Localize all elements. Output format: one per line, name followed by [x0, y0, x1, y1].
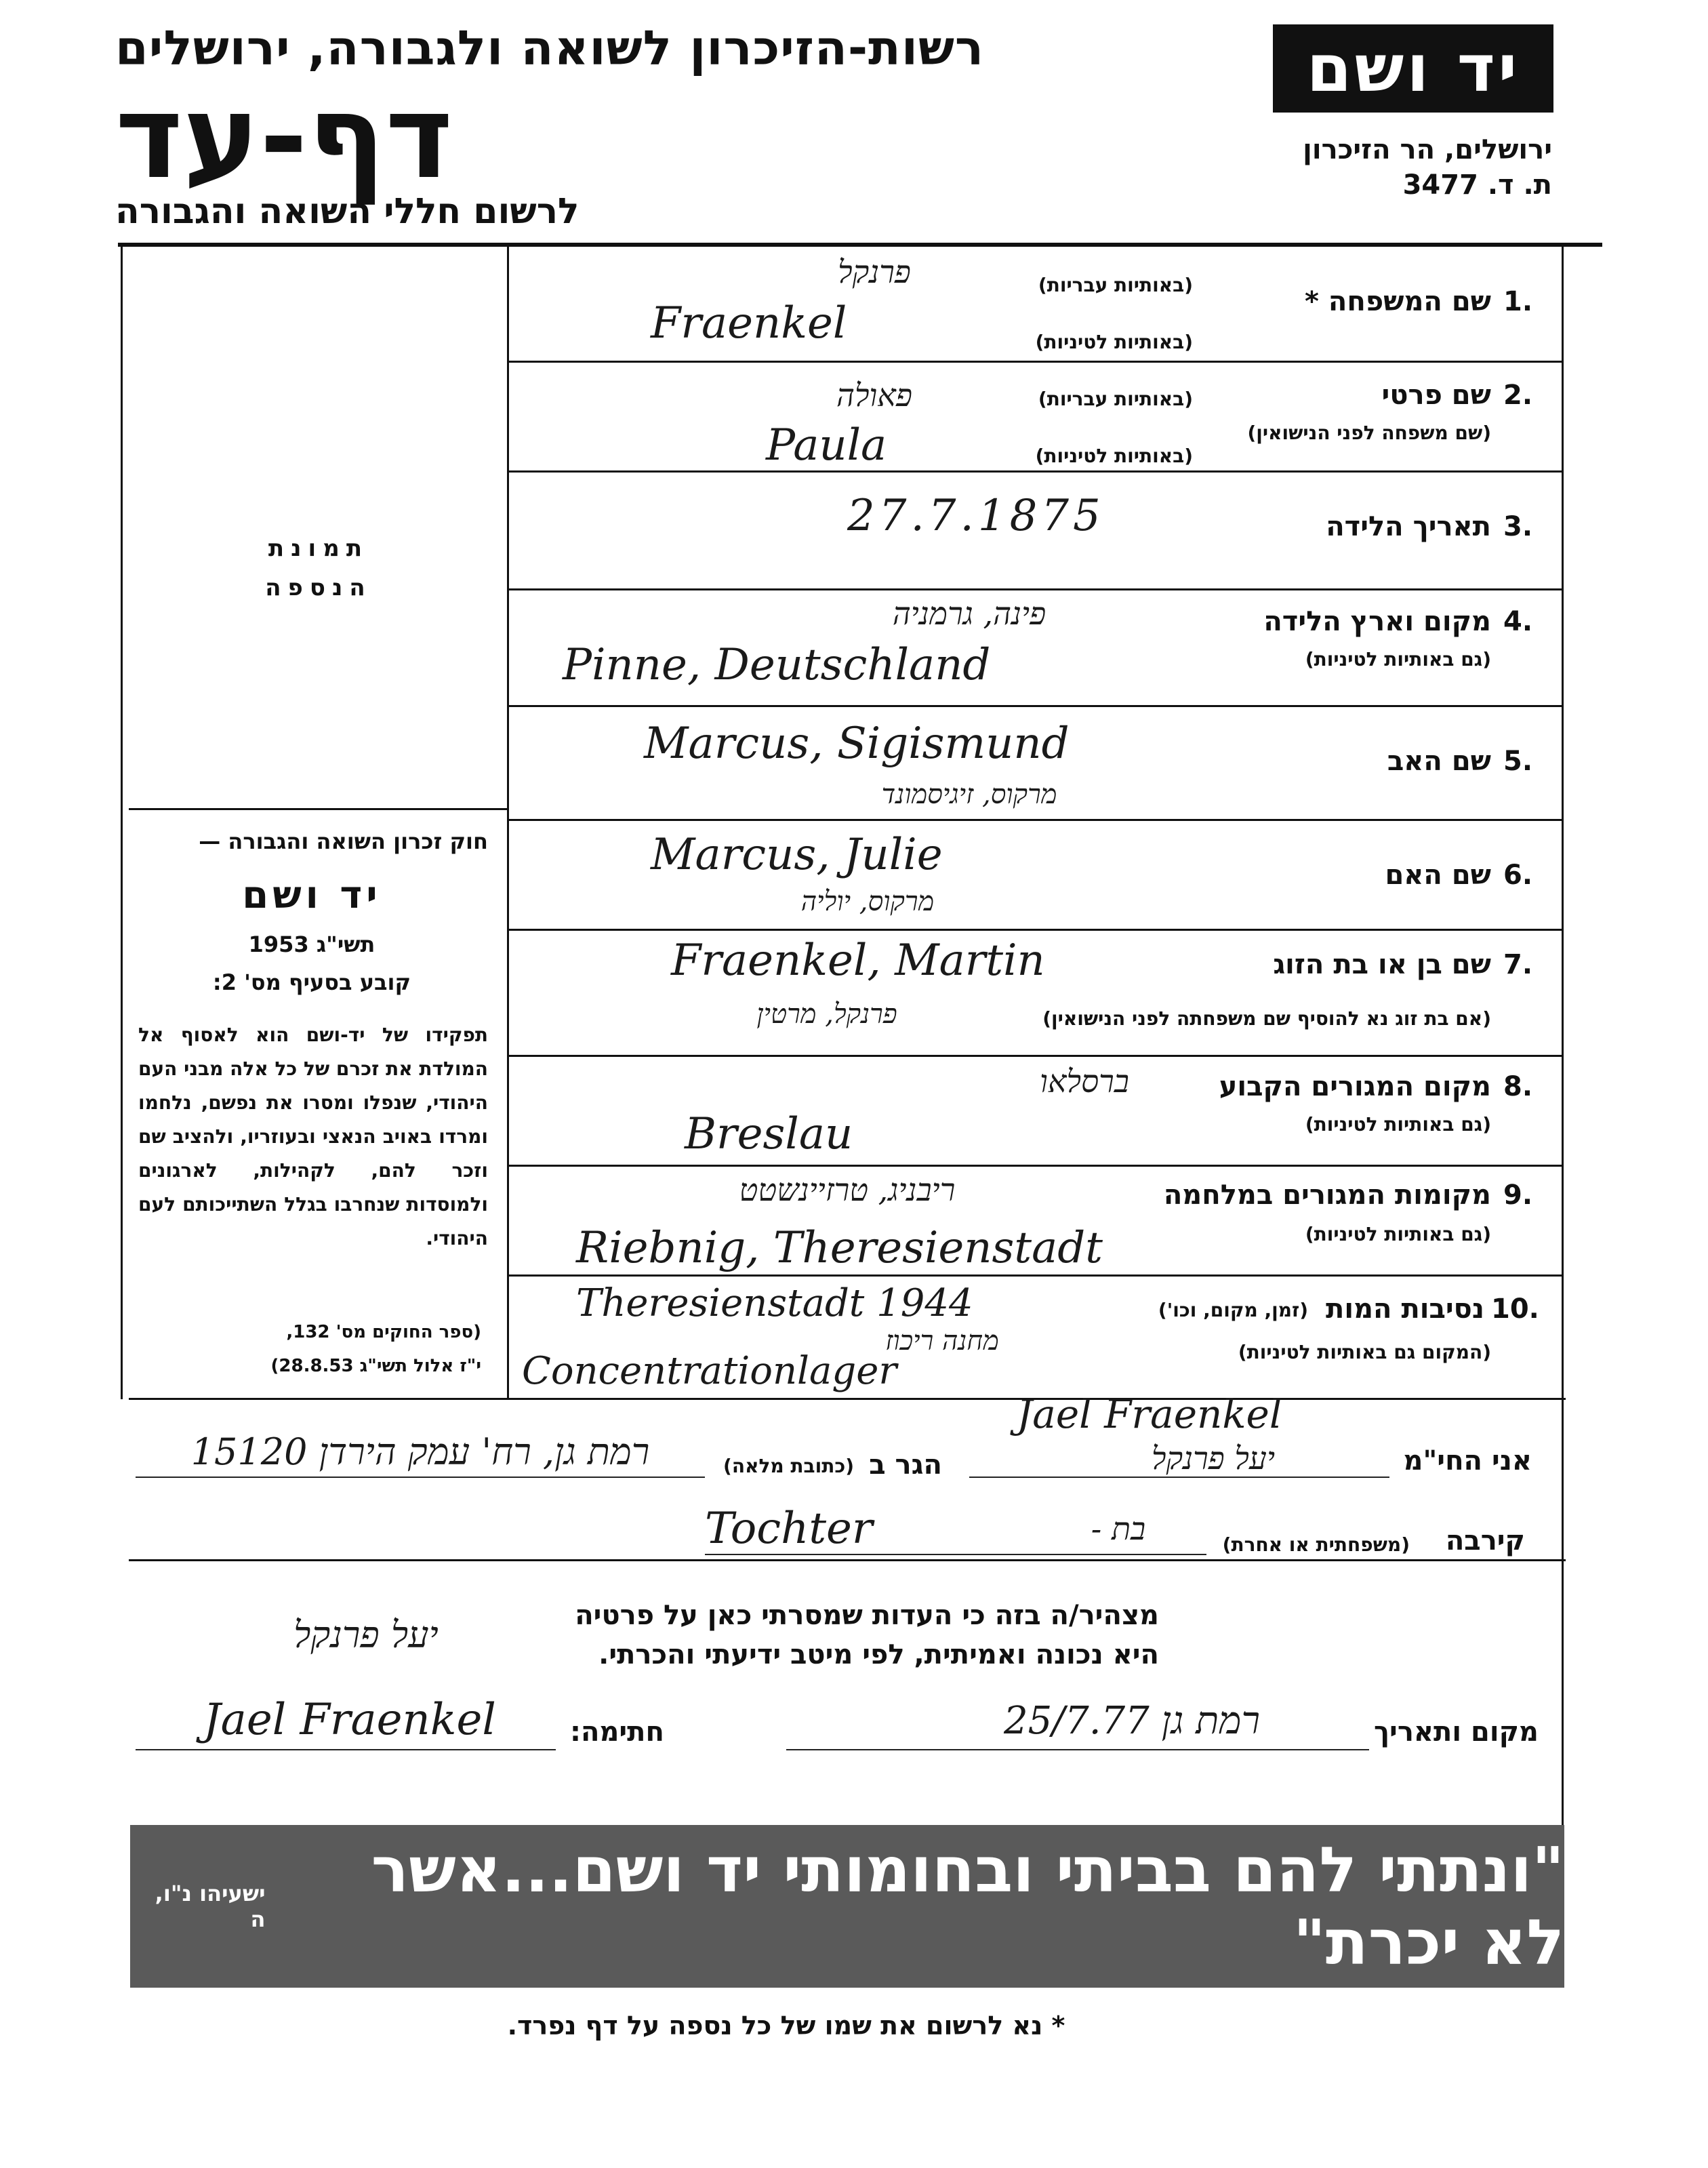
form-subtitle: לרשום חללי השואה והגבורה — [115, 191, 580, 232]
photo-label-line2: הנספה — [265, 574, 372, 601]
field-2-value-hebrew: פאולה — [836, 377, 912, 414]
declarant-name-latin: Jael Fraenkel — [1017, 1391, 1282, 1437]
field-1-value-hebrew: פרנקל — [838, 254, 911, 290]
row-sep-7 — [507, 1055, 1562, 1057]
declaration-top — [129, 1559, 1566, 1561]
field-2-sub-latin: (באותיות לטיניות) — [1035, 445, 1193, 467]
row-sep-1 — [507, 361, 1562, 363]
quote-banner — [130, 1825, 1564, 1988]
field-2-number: 2. — [1503, 380, 1533, 411]
declarant-top — [129, 1398, 1566, 1400]
field-10-value-hebrew: מחנה ריכוז — [885, 1325, 999, 1357]
declarant-name-hebrew: יעל פרנקל — [1151, 1440, 1276, 1477]
relation-line — [705, 1554, 1206, 1555]
field-8-label: מקום המגורים הקבוע — [1219, 1071, 1491, 1102]
residing-label: הגר ב — [869, 1449, 942, 1481]
row-sep-8 — [507, 1165, 1562, 1167]
row-sep-4 — [507, 705, 1562, 707]
po-box: ת. ד. 3477 — [1402, 169, 1552, 201]
law-year: תשי"ג 1953 — [248, 931, 375, 957]
address-value: רמת גן, רח' עמק הירדן 15120 — [190, 1430, 650, 1473]
field-1-number: 1. — [1503, 286, 1533, 317]
relation-note: (משפחתית או אחרת) — [1222, 1533, 1410, 1556]
address: ירושלים, הר הזיכרון — [1303, 134, 1552, 165]
signature-label: חתימה: — [569, 1717, 664, 1748]
row-sep-2 — [507, 470, 1562, 473]
frame-left — [121, 245, 123, 1399]
relation-label: קירבה — [1445, 1525, 1525, 1557]
field-1-label: שם המשפחה * — [1305, 286, 1491, 317]
field-2-value-latin: Paula — [766, 420, 887, 470]
field-6-number: 6. — [1503, 860, 1533, 891]
declaration-line-2: היא נכונה ואמיתית, לפי מיטב ידיעתי והכרתי. — [598, 1639, 1159, 1670]
place-date-value: רמת גן 25/7.77 — [1003, 1699, 1261, 1743]
form-title: דף-עד — [115, 71, 453, 205]
field-10-label: נסיבות המות — [1326, 1293, 1484, 1325]
signature-hebrew: יעל פרנקל — [293, 1613, 439, 1656]
field-8-note: (גם באותיות לטיניות) — [1305, 1113, 1491, 1136]
row-sep-5 — [507, 819, 1562, 821]
field-4-number: 4. — [1503, 606, 1533, 637]
frame-top — [118, 243, 1602, 247]
field-10-value-latin-2: Concentrationlager — [522, 1349, 897, 1393]
authority-title: רשות-הזיכרון לשואה ולגבורה, ירושלים — [115, 20, 985, 76]
law-box-top — [129, 808, 507, 810]
footnote: * נא לרשום את שמו של כל נספה על דף נפרד. — [507, 2011, 1065, 2041]
law-clause: קובע בסעיף מס' 2: — [212, 969, 411, 995]
field-6-value-hebrew: מרקוס, יוליה — [800, 886, 935, 917]
field-8-value-latin: Breslau — [685, 1109, 853, 1159]
quote-source: ישעיהו נ"ו, ה — [155, 1881, 266, 1932]
law-date: י"ז אלול תשי"ג 28.8.53) — [270, 1356, 481, 1376]
field-1-sub-hebrew: (באותיות עבריות) — [1038, 274, 1193, 296]
row-sep-6 — [507, 929, 1562, 931]
field-10-label-note: (זמן, מקום, וכו') — [1158, 1299, 1308, 1321]
field-7-value-latin: Fraenkel, Martin — [671, 936, 1045, 986]
field-3-number: 3. — [1503, 511, 1533, 542]
field-5-label: שם האב — [1387, 746, 1491, 777]
field-7-value-hebrew: פרנקל, מרטין — [756, 999, 897, 1030]
field-9-label: מקומות המגורים במלחמה — [1163, 1180, 1491, 1211]
address-note: (כתובת מלאה) — [723, 1455, 854, 1477]
relation-value-hebrew: בת - — [1091, 1510, 1146, 1547]
yad-vashem-logo — [1273, 24, 1553, 113]
address-line — [136, 1477, 705, 1478]
photo-label — [244, 529, 393, 607]
field-8-value-hebrew: ברסלאו — [1040, 1063, 1129, 1100]
law-source: (ספר החוקים מס' 132, — [286, 1322, 481, 1342]
field-5-number: 5. — [1503, 746, 1533, 777]
declaration-line-1: מצהיר/ה בזה כי העדות שמסרתי כאן על פרטיה — [575, 1600, 1159, 1631]
field-7-number: 7. — [1503, 949, 1533, 980]
field-9-number: 9. — [1503, 1180, 1533, 1211]
law-heading: חוק זכרון השואה והגבורה — — [199, 828, 488, 854]
field-2-label: שם פרטי — [1381, 380, 1491, 411]
field-7-label: שם בן או בת הזוג — [1273, 949, 1491, 980]
field-5-value-hebrew: מרקוס, זיגיסמונד — [881, 779, 1057, 810]
field-9-value-hebrew: ריבניג, טרזיינשטט — [739, 1171, 956, 1208]
field-10-number: 10. — [1491, 1293, 1539, 1325]
field-4-label: מקום וארץ הלידה — [1263, 606, 1491, 637]
field-4-value-latin: Pinne, Deutschland — [563, 640, 991, 690]
quote-text: "ונתתי להם בביתי ובחומותי יד ושם...אשר לא יכרת" — [371, 1834, 1564, 1979]
field-10-value-latin-1: Theresienstadt 1944 — [576, 1281, 973, 1325]
field-3-value: 27.7.1875 — [847, 491, 1105, 541]
law-text: תפקידו של יד-ושם הוא לאסוף אל המולדת את זכרם של כל אלה מבני העם היהודי, שנפלו ומסרו את נפשם, נלחמו ומרדו באויב הנאצי ובעוזריו, ולהציב שם וזכר להם, לקהילות, לארגונים ולמוסדות שנחרבו בגלל השתייכותם לעם היהודי. — [138, 1024, 488, 1249]
field-9-value-latin: Riebnig, Theresienstadt — [576, 1223, 1103, 1273]
signature-line — [136, 1749, 556, 1750]
field-5-value-latin: Marcus, Sigismund — [644, 719, 1070, 769]
field-8-number: 8. — [1503, 1071, 1533, 1102]
declarant-label: אני החי"מ — [1403, 1445, 1532, 1477]
place-date-label: מקום ותאריך — [1373, 1717, 1539, 1748]
frame-right — [1562, 245, 1564, 1825]
row-sep-9 — [507, 1274, 1562, 1277]
photo-label-line1: תמונת — [268, 535, 369, 562]
field-4-note: (גם באותיות לטיניות) — [1305, 648, 1491, 670]
declarant-name-line — [969, 1477, 1389, 1478]
column-divider — [507, 245, 509, 1398]
row-sep-3 — [507, 588, 1562, 590]
field-7-note: (אם בת זוג נא להוסיף שם משפחתה לפני הנישואין) — [1042, 1007, 1491, 1030]
signature-latin: Jael Fraenkel — [203, 1695, 496, 1745]
relation-value-latin: Tochter — [705, 1504, 873, 1554]
logo-text: יד ושם — [1306, 31, 1520, 106]
field-6-label: שם האם — [1385, 860, 1491, 891]
field-6-value-latin: Marcus, Julie — [651, 830, 943, 880]
place-date-line — [786, 1749, 1369, 1750]
field-2-sub-hebrew: (באותיות עבריות) — [1038, 388, 1193, 410]
law-name: יד ושם — [242, 873, 382, 917]
field-1-sub-latin: (באותיות לטיניות) — [1035, 331, 1193, 353]
field-1-value-latin: Fraenkel — [651, 298, 847, 348]
field-9-note: (גם באותיות לטיניות) — [1305, 1223, 1491, 1245]
field-2-note: (שם משפחה לפני הנישואין) — [1247, 422, 1491, 444]
field-4-value-hebrew: פינה, גרמניה — [892, 595, 1046, 632]
field-10-note: (המקום גם באותיות לטיניות) — [1238, 1341, 1491, 1363]
field-3-label: תאריך הלידה — [1326, 511, 1491, 542]
